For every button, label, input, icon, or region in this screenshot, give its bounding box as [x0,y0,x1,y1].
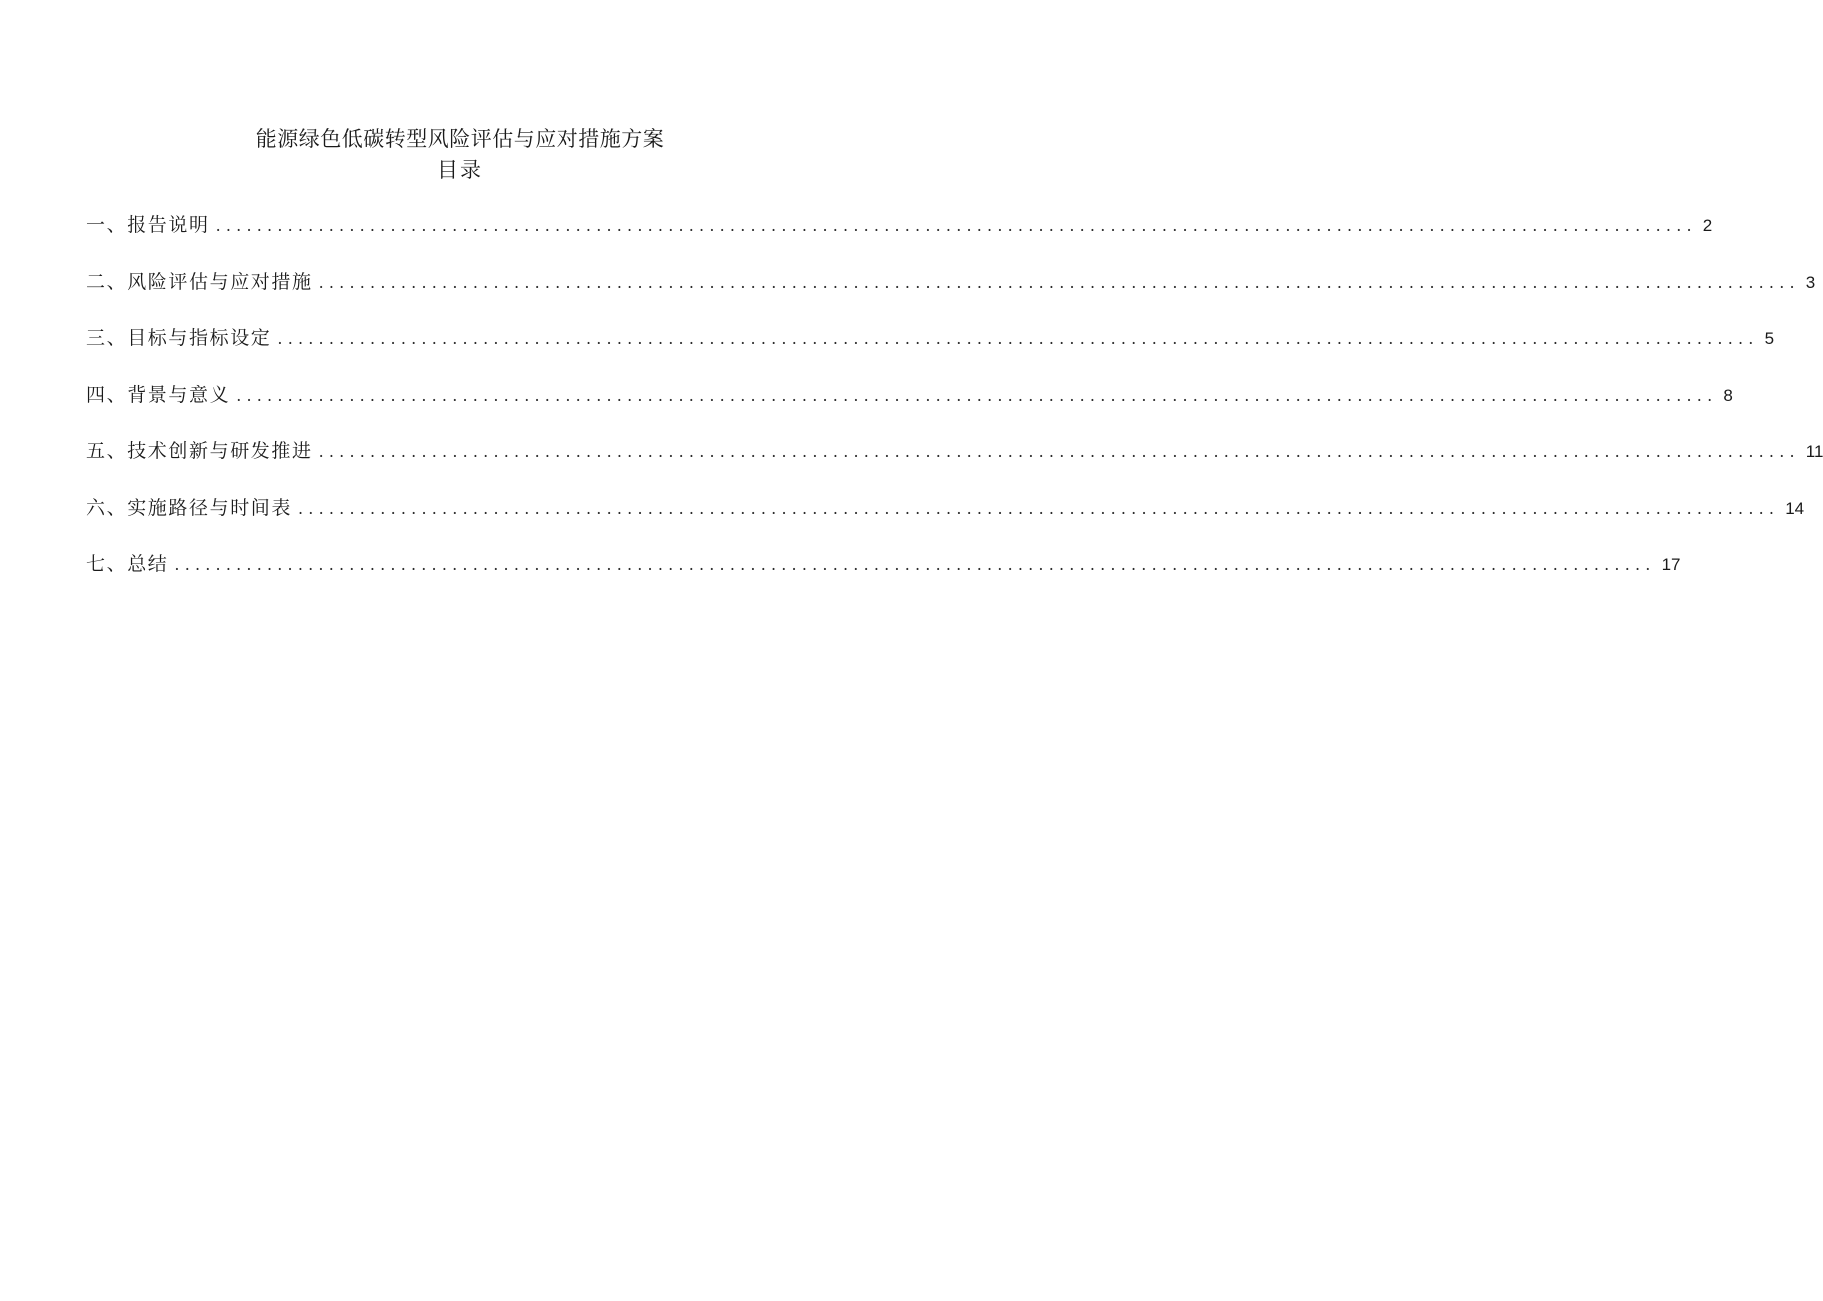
toc-entry-label: 四、背景与意义 [86,383,231,406]
toc-page-number: 5 [1764,329,1775,348]
toc-dot-leader: ................................................................................................................................................ [298,498,1780,518]
toc-page-number: 17 [1661,555,1681,574]
document-title: 能源绿色低碳转型风险评估与应对措施方案 [255,127,665,151]
toc-entry-label: 六、实施路径与时间表 [86,496,293,519]
toc-heading: 目录 [437,158,483,182]
toc-entry-label: 二、风险评估与应对措施 [86,270,313,293]
toc-entry-background[interactable] [86,380,1733,437]
toc-entry-report-description[interactable] [86,210,1713,267]
toc-entry-label: 三、目标与指标设定 [86,327,272,349]
toc-page-number: 14 [1785,498,1805,518]
toc-page-number: 2 [1702,216,1713,235]
toc-dot-leader: ................................................................................................................................................ [215,216,1697,235]
toc-entry-implementation-timeline[interactable] [86,493,1805,550]
toc-entry-summary[interactable] [86,549,1681,606]
toc-dot-leader: ................................................................................................................................................ [318,442,1800,461]
table-of-contents [86,210,1823,606]
toc-page-number: 8 [1723,385,1733,405]
toc-dot-leader: ................................................................................................................................................ [318,272,1800,292]
toc-entry-risk-assessment[interactable] [86,267,1816,324]
toc-entry-goals-indicators[interactable] [86,323,1775,380]
toc-entry-label: 五、技术创新与研发推进 [86,440,313,462]
toc-dot-leader: ................................................................................................................................................ [236,385,1718,405]
toc-page-number: 11 [1805,442,1823,461]
toc-dot-leader: ................................................................................................................................................ [174,555,1656,574]
toc-entry-label: 一、报告说明 [86,214,210,236]
toc-page-number: 3 [1805,272,1816,292]
toc-dot-leader: ................................................................................................................................................ [277,329,1759,348]
toc-entry-technology-innovation[interactable] [86,436,1823,493]
toc-entry-label: 七、总结 [86,553,169,575]
